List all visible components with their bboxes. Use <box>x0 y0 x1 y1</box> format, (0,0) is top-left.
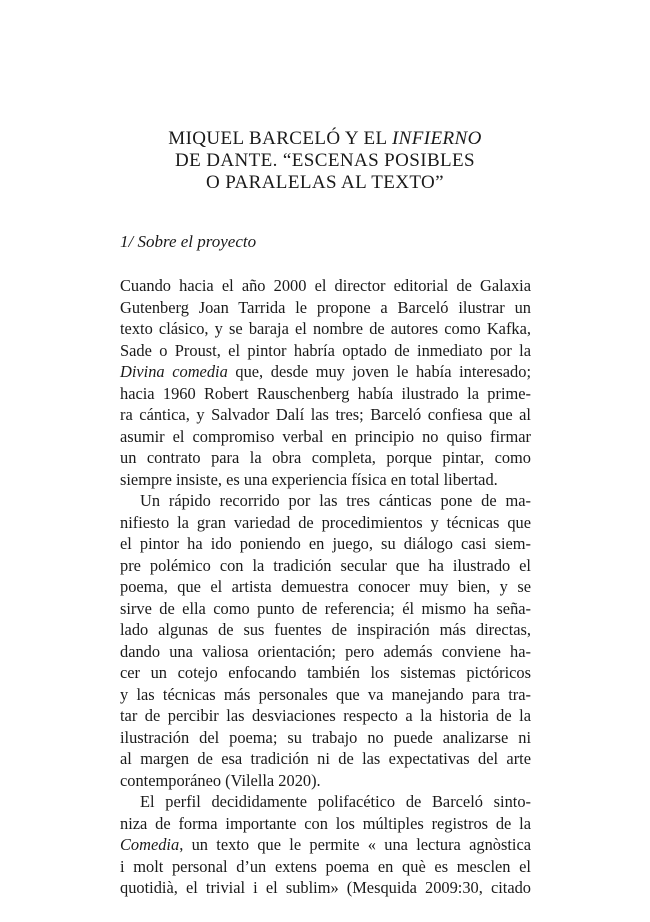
text-line: y las técnicas más personales que va manejando para tra- <box>120 684 531 704</box>
paragraph <box>120 490 531 791</box>
text-line: ilustración del poema; su trabajo no puede analizarse ni <box>120 727 531 747</box>
text-line: quotidià, el trivial i el sublim» (Mesquida 2009:30, citado <box>120 878 531 897</box>
text-line: asumir el compromiso verbal en principio no quiso firmar <box>120 426 531 446</box>
text-line: Sade o Proust, el pintor habría optado de inmediato por la <box>120 340 531 360</box>
italic-title: Comedia <box>120 835 180 854</box>
chapter-title <box>0 128 650 194</box>
text-line: nifiesto la gran variedad de procedimientos y técnicas que <box>120 512 531 532</box>
text-line: un contrato para la obra completa, porque pintar, como <box>120 448 531 467</box>
text-line <box>120 834 531 856</box>
text-line: Un rápido recorrido por las tres cánticas pone de ma- <box>140 491 531 510</box>
text-line: contemporáneo (Vilella 2020). <box>120 770 321 790</box>
text-line: al margen de esa tradición ni de las expectativas del arte <box>120 749 531 768</box>
text-line: texto clásico, y se baraja el nombre de autores como Kafka, <box>120 319 531 338</box>
text-line: niza de forma importante con los múltiples registros de la <box>120 813 531 833</box>
text-line: Gutenberg Joan Tarrida le propone a Barceló ilustrar un <box>120 297 531 317</box>
text-segment: , un texto que le permite « una lectura agnòstica <box>179 835 531 854</box>
paragraph <box>120 791 531 899</box>
text-line: siempre insiste, es una experiencia física en total libertad. <box>120 469 498 489</box>
italic-title: Divina comedia <box>120 362 228 381</box>
chapter-title-line-3: O PARALELAS AL TEXTO” <box>206 172 444 193</box>
chapter-title-line-1-text: MIQUEL BARCELÓ Y EL <box>168 128 392 149</box>
text-line: hacia 1960 Robert Rauschenberg había ilustrado la prime- <box>120 383 531 403</box>
text-line <box>120 361 531 383</box>
text-line: ra cántica, y Salvador Dalí las tres; Barceló confiesa que al <box>120 405 531 424</box>
text-line: tar de percibir las desviaciones respecto a la historia de la <box>120 706 531 725</box>
text-line: lado algunas de sus fuentes de inspiración más directas, <box>120 620 531 639</box>
paragraph <box>120 275 531 490</box>
text-line: cer un cotejo enfocando también los sistemas pictóricos <box>120 663 531 682</box>
text-line: poema, que el artista demuestra conocer muy bien, y se <box>120 577 531 596</box>
text-line: pre polémico con la tradición secular que ha ilustrado el <box>120 555 531 575</box>
body-text <box>120 275 531 899</box>
text-line: i molt personal d’un extens poema en què es mesclen el <box>120 856 531 876</box>
chapter-title-line-2: DE DANTE. “ESCENAS POSIBLES <box>174 150 476 171</box>
text-line: sirve de ella como punto de referencia; él mismo ha seña- <box>120 598 531 618</box>
chapter-title-italic-word: INFIERNO <box>391 128 482 149</box>
section-heading: 1/ Sobre el proyecto <box>120 232 257 251</box>
text-segment: que, desde muy joven le había interesado; <box>227 362 531 381</box>
text-line: Cuando hacia el año 2000 el director editorial de Galaxia <box>120 276 531 295</box>
text-line: el pintor ha ido poniendo en juego, su diálogo casi siem- <box>120 534 531 553</box>
chapter-title-line-1 <box>0 128 650 150</box>
text-line: dando una valiosa orientación; pero además conviene ha- <box>120 641 531 661</box>
text-line: El perfil decididamente polifacético de Barceló sinto- <box>140 792 531 811</box>
